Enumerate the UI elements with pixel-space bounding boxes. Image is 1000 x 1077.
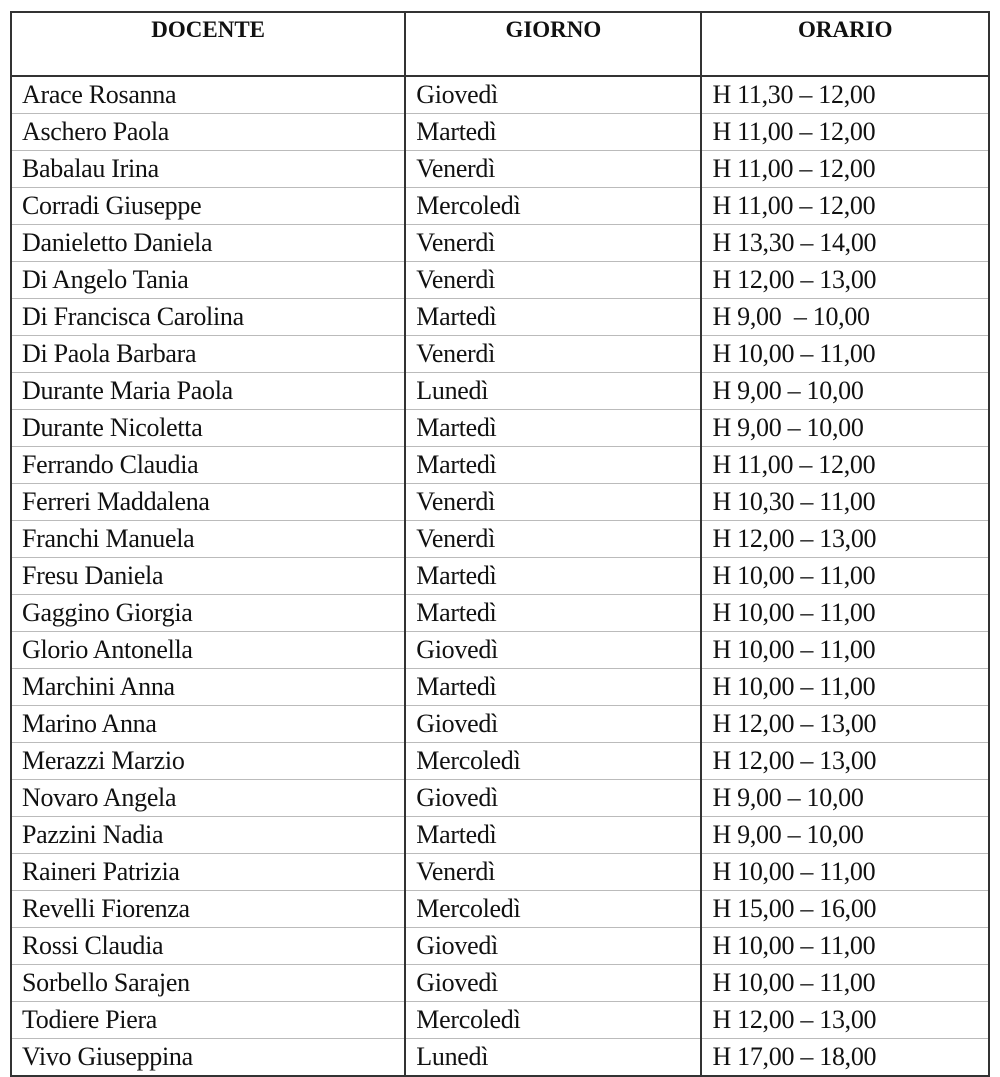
table-row: [11, 891, 989, 928]
giorno-cell: Venerdì: [405, 854, 701, 891]
table-row: [11, 854, 989, 891]
orario-cell: H 17,00 – 18,00: [701, 1039, 989, 1077]
header-row: [11, 12, 989, 76]
header-giorno: GIORNO: [405, 12, 701, 76]
giorno-cell: Giovedì: [405, 632, 701, 669]
docente-cell: Ferreri Maddalena: [11, 484, 405, 521]
orario-cell: H 10,00 – 11,00: [701, 336, 989, 373]
table-row: [11, 780, 989, 817]
header-docente: DOCENTE: [11, 12, 405, 76]
giorno-cell: Venerdì: [405, 484, 701, 521]
orario-cell: H 13,30 – 14,00: [701, 225, 989, 262]
docente-cell: Corradi Giuseppe: [11, 188, 405, 225]
giorno-cell: Martedì: [405, 410, 701, 447]
orario-cell: H 10,00 – 11,00: [701, 558, 989, 595]
giorno-cell: Mercoledì: [405, 891, 701, 928]
orario-cell: H 10,00 – 11,00: [701, 928, 989, 965]
table-row: [11, 669, 989, 706]
giorno-cell: Martedì: [405, 114, 701, 151]
table-row: [11, 114, 989, 151]
giorno-cell: Venerdì: [405, 336, 701, 373]
docente-cell: Merazzi Marzio: [11, 743, 405, 780]
orario-cell: H 9,00 – 10,00: [701, 299, 989, 336]
table-row: [11, 373, 989, 410]
table-row: [11, 928, 989, 965]
table-row: [11, 151, 989, 188]
table-row: [11, 743, 989, 780]
giorno-cell: Venerdì: [405, 225, 701, 262]
docente-cell: Novaro Angela: [11, 780, 405, 817]
docente-cell: Ferrando Claudia: [11, 447, 405, 484]
orario-cell: H 12,00 – 13,00: [701, 706, 989, 743]
docente-cell: Marchini Anna: [11, 669, 405, 706]
table-row: [11, 336, 989, 373]
table-row: [11, 76, 989, 114]
giorno-cell: Mercoledì: [405, 743, 701, 780]
table-row: [11, 1002, 989, 1039]
table-row: [11, 632, 989, 669]
orario-cell: H 11,30 – 12,00: [701, 76, 989, 114]
docente-cell: Franchi Manuela: [11, 521, 405, 558]
table-row: [11, 558, 989, 595]
docente-cell: Arace Rosanna: [11, 76, 405, 114]
docente-cell: Rossi Claudia: [11, 928, 405, 965]
giorno-cell: Martedì: [405, 447, 701, 484]
giorno-cell: Venerdì: [405, 151, 701, 188]
giorno-cell: Lunedì: [405, 1039, 701, 1077]
orario-cell: H 11,00 – 12,00: [701, 114, 989, 151]
orario-cell: H 10,00 – 11,00: [701, 854, 989, 891]
docente-cell: Babalau Irina: [11, 151, 405, 188]
orario-cell: H 9,00 – 10,00: [701, 373, 989, 410]
docente-cell: Gaggino Giorgia: [11, 595, 405, 632]
docente-cell: Aschero Paola: [11, 114, 405, 151]
table-row: [11, 965, 989, 1002]
orario-cell: H 10,00 – 11,00: [701, 595, 989, 632]
orario-cell: H 10,30 – 11,00: [701, 484, 989, 521]
orario-cell: H 10,00 – 11,00: [701, 669, 989, 706]
docente-cell: Danieletto Daniela: [11, 225, 405, 262]
giorno-cell: Giovedì: [405, 76, 701, 114]
table-row: [11, 521, 989, 558]
docente-cell: Revelli Fiorenza: [11, 891, 405, 928]
docente-cell: Durante Nicoletta: [11, 410, 405, 447]
header-orario: ORARIO: [701, 12, 989, 76]
docente-cell: Durante Maria Paola: [11, 373, 405, 410]
giorno-cell: Giovedì: [405, 965, 701, 1002]
docente-cell: Pazzini Nadia: [11, 817, 405, 854]
giorno-cell: Martedì: [405, 817, 701, 854]
orario-cell: H 11,00 – 12,00: [701, 151, 989, 188]
giorno-cell: Martedì: [405, 595, 701, 632]
table-row: [11, 447, 989, 484]
docente-cell: Sorbello Sarajen: [11, 965, 405, 1002]
giorno-cell: Martedì: [405, 558, 701, 595]
giorno-cell: Mercoledì: [405, 1002, 701, 1039]
docente-cell: Vivo Giuseppina: [11, 1039, 405, 1077]
docente-cell: Di Francisca Carolina: [11, 299, 405, 336]
docente-cell: Glorio Antonella: [11, 632, 405, 669]
giorno-cell: Giovedì: [405, 928, 701, 965]
giorno-cell: Giovedì: [405, 780, 701, 817]
orario-cell: H 12,00 – 13,00: [701, 521, 989, 558]
giorno-cell: Venerdì: [405, 521, 701, 558]
orario-cell: H 9,00 – 10,00: [701, 410, 989, 447]
giorno-cell: Venerdì: [405, 262, 701, 299]
giorno-cell: Mercoledì: [405, 188, 701, 225]
orario-cell: H 12,00 – 13,00: [701, 1002, 989, 1039]
orario-cell: H 11,00 – 12,00: [701, 447, 989, 484]
table-row: [11, 188, 989, 225]
orario-cell: H 11,00 – 12,00: [701, 188, 989, 225]
orario-cell: H 12,00 – 13,00: [701, 743, 989, 780]
orario-cell: H 10,00 – 11,00: [701, 632, 989, 669]
giorno-cell: Lunedì: [405, 373, 701, 410]
table-row: [11, 817, 989, 854]
docente-cell: Di Paola Barbara: [11, 336, 405, 373]
table-row: [11, 299, 989, 336]
docente-cell: Marino Anna: [11, 706, 405, 743]
table-row: [11, 595, 989, 632]
table-row: [11, 262, 989, 299]
docente-cell: Fresu Daniela: [11, 558, 405, 595]
docente-cell: Raineri Patrizia: [11, 854, 405, 891]
docente-cell: Di Angelo Tania: [11, 262, 405, 299]
table-row: [11, 706, 989, 743]
giorno-cell: Giovedì: [405, 706, 701, 743]
orario-cell: H 10,00 – 11,00: [701, 965, 989, 1002]
table-row: [11, 1039, 989, 1077]
orario-cell: H 9,00 – 10,00: [701, 817, 989, 854]
giorno-cell: Martedì: [405, 299, 701, 336]
orario-cell: H 12,00 – 13,00: [701, 262, 989, 299]
orario-cell: H 15,00 – 16,00: [701, 891, 989, 928]
orario-cell: H 9,00 – 10,00: [701, 780, 989, 817]
docente-cell: Todiere Piera: [11, 1002, 405, 1039]
giorno-cell: Martedì: [405, 669, 701, 706]
table-row: [11, 410, 989, 447]
schedule-table: [10, 11, 990, 1077]
table-row: [11, 484, 989, 521]
table-row: [11, 225, 989, 262]
